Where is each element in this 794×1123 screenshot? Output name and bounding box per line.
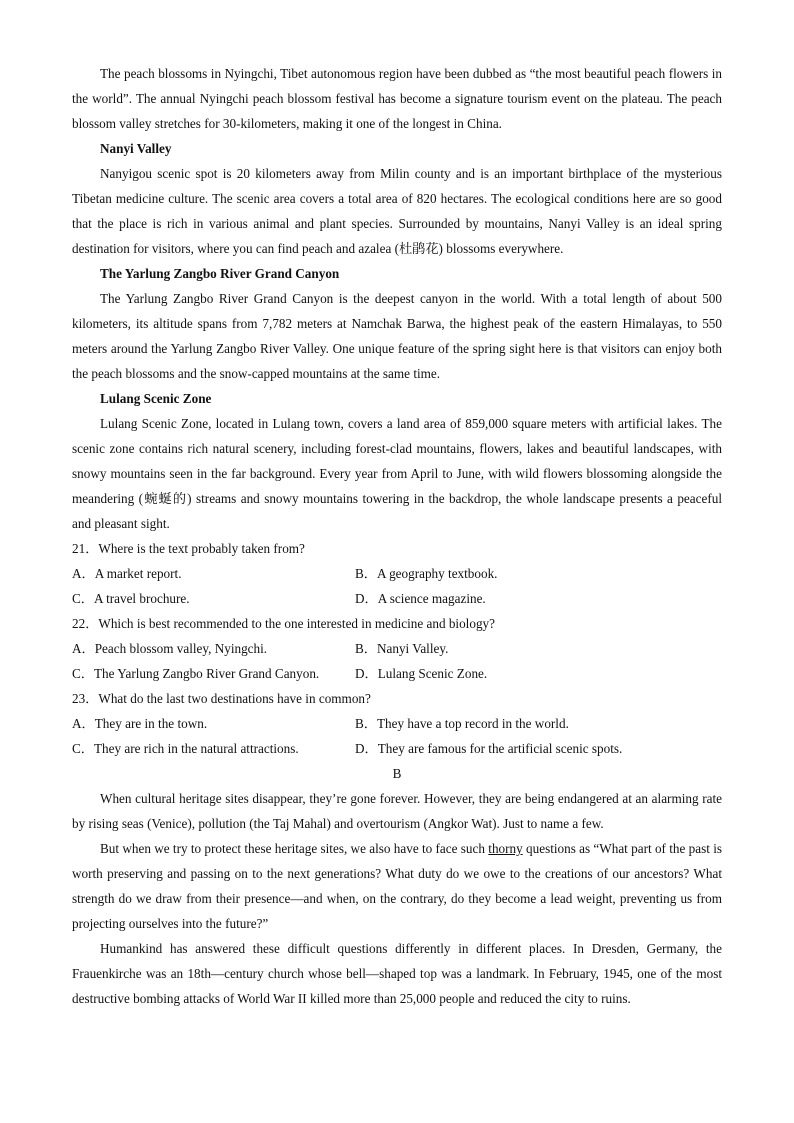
- question-22-options-row-2: [72, 661, 722, 686]
- question-22-option-a[interactable]: A．Peach blossom valley, Nyingchi.: [72, 641, 268, 656]
- question-22-option-b[interactable]: B．Nanyi Valley.: [355, 641, 449, 656]
- question-21-option-c[interactable]: C．A travel brochure.: [72, 591, 190, 606]
- section-text-lulang: Lulang Scenic Zone, located in Lulang town, covers a land area of 859,000 square meters with artificial lakes. The scenic zone contains rich natural scenery, including forest-clad mountains, flowers, lakes and beautiful landscapes, with snowy mountains seen in the far background. Every year from April to June, with wild flowers blossoming alongside the meandering (蜿蜒的) streams and snowy mountains towering in the backdrop, the whole landscape presents a peaceful and pleasant sight.: [72, 416, 722, 531]
- question-22-option-d[interactable]: D．Lulang Scenic Zone.: [355, 666, 488, 681]
- passage-b-paragraph-3: Humankind has answered these difficult questions differently in different places. In Dresden, Germany, the Frauenkirche was an 18th—century church whose bell—shaped top was a landmark. In February, 1945, one of the most destructive bombing attacks of World War II killed more than 25,000 people and reduced the city to ruins.: [72, 941, 722, 1006]
- question-21-option-b[interactable]: B．A geography textbook.: [355, 566, 498, 581]
- underlined-word-thorny: thorny: [488, 841, 523, 856]
- question-23-options-row-2: [72, 736, 722, 761]
- passage-a-intro: The peach blossoms in Nyingchi, Tibet autonomous region have been dubbed as “the most beautiful peach flowers in the world”. The annual Nyingchi peach blossom festival has become a signature tourism event on the plateau. The peach blossom valley stretches for 30-kilometers, making it one of the longest in China.: [72, 66, 722, 131]
- question-23-option-d[interactable]: D．They are famous for the artificial scenic spots.: [355, 741, 623, 756]
- passage-b-paragraph-1: When cultural heritage sites disappear, they’re gone forever. However, they are being endangered at an alarming rate by rising seas (Venice), pollution (the Taj Mahal) and overtourism (Angkor Wat). Just to name a few.: [72, 791, 722, 831]
- question-21-option-d[interactable]: D．A science magazine.: [355, 591, 486, 606]
- passage-b-paragraph-2: [72, 836, 722, 936]
- question-23-options-row-1: [72, 711, 722, 736]
- section-heading-lulang: Lulang Scenic Zone: [100, 391, 212, 406]
- passage-b-paragraph-2-end: questions as “What part of the past is worth preserving and passing on to the next generations? What duty do we owe to the creations of our ancestors? What strength do we draw from their presence—and when, on the contrary, do they become a lead weight, preventing us from projecting ourselves into the future?”: [72, 841, 723, 931]
- question-23-option-b[interactable]: B．They have a top record in the world.: [355, 716, 569, 731]
- question-22-stem: 22．Which is best recommended to the one interested in medicine and biology?: [72, 616, 495, 631]
- section-text-grand-canyon: The Yarlung Zangbo River Grand Canyon is the deepest canyon in the world. With a total length of about 500 kilometers, its altitude spans from 7,782 meters at Namchak Barwa, the highest peak of the eastern Himalayas, to 550 meters around the Yarlung Zangbo River Valley. One unique feature of the spring sight here is that visitors can enjoy both the peach blossoms and the snow-capped mountains at the same time.: [72, 291, 722, 381]
- question-21-options-row-1: [72, 561, 722, 586]
- section-heading-grand-canyon: The Yarlung Zangbo River Grand Canyon: [100, 266, 340, 281]
- question-23-option-c[interactable]: C．They are rich in the natural attractions.: [72, 741, 299, 756]
- passage-b-label: B: [392, 766, 402, 781]
- question-21-option-a[interactable]: A．A market report.: [72, 566, 182, 581]
- question-22-option-c[interactable]: C．The Yarlung Zangbo River Grand Canyon.: [72, 666, 320, 681]
- section-text-nanyi-valley: Nanyigou scenic spot is 20 kilometers away from Milin county and is an important birthplace of the mysterious Tibetan medicine culture. The scenic area covers a total area of 820 hectares. The ecological conditions here are so good that the place is rich in various animal and plant species. Surrounded by mountains, Nanyi Valley is an ideal spring destination for visitors, where you can find peach and azalea (杜鹃花) blossoms everywhere.: [72, 166, 722, 256]
- question-21-stem: 21．Where is the text probably taken from?: [72, 541, 305, 556]
- question-23-stem: 23．What do the last two destinations have in common?: [72, 691, 371, 706]
- question-22-options-row-1: [72, 636, 722, 661]
- section-heading-nanyi-valley: Nanyi Valley: [100, 141, 172, 156]
- question-23-option-a[interactable]: A．They are in the town.: [72, 716, 208, 731]
- document-page: [72, 61, 722, 1011]
- passage-b-paragraph-2-start: But when we try to protect these heritage sites, we also have to face such: [100, 841, 489, 856]
- question-21-options-row-2: [72, 586, 722, 611]
